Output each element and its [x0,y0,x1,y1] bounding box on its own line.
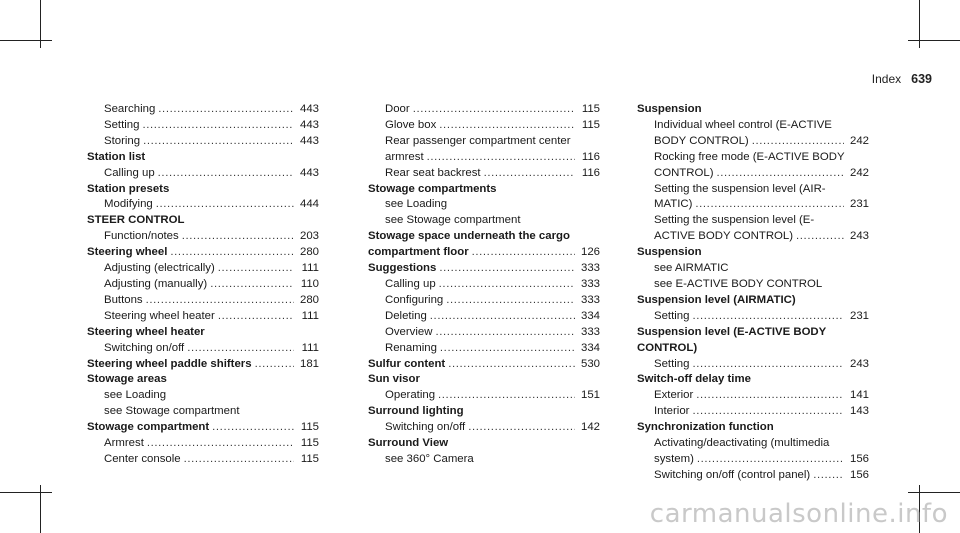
index-subentry [87,293,319,309]
index-heading [368,404,600,420]
entry-text: Synchronization function [637,421,774,434]
index-subentry [368,197,600,213]
index-column-1 [87,102,319,468]
index-heading [368,436,600,452]
page-reference[interactable]: 231 [849,198,869,211]
index-heading [637,420,869,436]
page-reference[interactable]: 115 [581,103,600,115]
page-reference[interactable]: 111 [301,341,319,354]
index-subentry [368,325,600,341]
index-heading [87,245,319,261]
entry-text: Setting [654,357,690,370]
page-reference[interactable]: 111 [301,262,319,275]
entry-text: Adjusting (manually) [104,277,208,290]
dot-leader [439,118,575,134]
index-subentry [368,341,600,357]
dot-leader [697,452,844,468]
index-heading [637,245,869,261]
dot-leader [210,277,294,293]
index-subentry [87,436,319,452]
index-column-2 [368,102,600,468]
entry-text: Activating/deactivating (multimedia [654,437,830,450]
entry-text: Stowage areas [87,373,167,386]
index-subentry [637,357,869,373]
index-subentry [368,452,600,468]
page-reference[interactable]: 443 [299,103,319,115]
page-reference[interactable]: 443 [299,118,319,131]
entry-text: see AIRMATIC [654,262,729,275]
entry-text: Steering wheel heater [104,309,215,322]
index-subentry [87,102,319,118]
entry-text: see Loading [104,389,167,402]
index-heading [637,102,869,118]
entry-text: see Stowage compartment [104,405,240,418]
dot-leader [692,309,844,325]
dot-leader [187,341,294,357]
page-reference[interactable]: 151 [580,389,600,402]
dot-leader [255,357,294,373]
entry-text: STEER CONTROL [87,214,185,227]
entry-text: Rear passenger compartment center [385,134,571,147]
entry-text: see E-ACTIVE BODY CONTROL [654,277,823,290]
entry-text: Switching on/off (control panel) [654,468,811,481]
entry-text: Suspension level (AIRMATIC) [637,293,796,306]
page-reference[interactable]: 203 [299,230,319,243]
index-subentry [368,102,600,118]
entry-text: Setting the suspension level (AIR- [654,182,826,195]
index-subentry [87,134,319,150]
index-subentry [637,309,869,325]
index-subentry [637,388,869,404]
index-heading [368,261,600,277]
entry-text: armrest [385,150,424,163]
crop-mark [0,492,52,493]
index-subentry [637,213,869,229]
index-heading [637,293,869,309]
entry-text: CONTROL) [654,166,714,179]
page-reference[interactable]: 333 [580,277,600,290]
dot-leader [146,293,294,309]
index-subentry [637,452,869,468]
dot-leader [439,277,575,293]
entry-text: Exterior [654,389,694,402]
entry-text: Switching on/off [104,341,185,354]
page-reference[interactable]: 115 [581,118,600,131]
page-reference[interactable]: 143 [849,405,869,418]
index-subentry [87,166,319,182]
entry-text: Configuring [385,293,444,306]
page-reference[interactable]: 156 [849,468,869,481]
index-subentry [637,436,869,452]
index-heading [368,357,600,373]
page-reference[interactable]: 242 [849,166,869,179]
index-heading [87,150,319,166]
entry-text: Calling up [104,166,155,179]
dot-leader [692,404,844,420]
index-subentry [637,277,869,293]
page-reference[interactable]: 243 [849,230,869,243]
index-subentry [87,309,319,325]
entry-text: Station list [87,150,146,163]
page-reference[interactable]: 115 [300,452,319,465]
index-heading [637,325,869,341]
index-subentry [87,277,319,293]
dot-leader [472,245,575,261]
entry-text: see Loading [385,198,448,211]
dot-leader [413,102,575,118]
index-subentry [368,166,600,182]
index-subentry [368,213,600,229]
index-heading [637,372,869,388]
page-reference[interactable]: 333 [580,293,600,306]
page-reference[interactable]: 333 [580,325,600,338]
entry-text: Setting [104,118,140,131]
entry-text: Glove box [385,118,437,131]
entry-text: Rear seat backrest [385,166,481,179]
index-subentry [87,229,319,245]
entry-text: system) [654,452,694,465]
page-reference[interactable]: 333 [580,262,600,275]
entry-text: Armrest [104,437,144,450]
page-reference[interactable]: 116 [581,166,600,179]
entry-text: Stowage compartment [87,421,210,434]
watermark: carmanualsonline.info [649,499,948,529]
page-header [872,72,932,86]
index-subentry [637,134,869,150]
entry-text: Searching [104,103,156,115]
page-reference[interactable]: 115 [300,421,319,434]
entry-text: BODY CONTROL) [654,134,749,147]
entry-text: compartment floor [368,246,469,259]
index-column-3 [637,102,869,484]
dot-leader [435,325,575,341]
dot-leader [158,102,294,118]
entry-text: Individual wheel control (E-ACTIVE [654,118,832,131]
index-subentry [637,182,869,198]
index-subentry [368,293,600,309]
dot-leader [468,420,575,436]
page-reference[interactable]: 181 [299,357,319,370]
index-subentry [637,197,869,213]
dot-leader [440,341,575,357]
index-heading [368,229,600,245]
entry-text: Interior [654,405,690,418]
entry-text: Deleting [385,309,427,322]
dot-leader [446,293,575,309]
page-reference[interactable]: 443 [299,166,319,179]
entry-text: Storing [104,134,141,147]
dot-leader [448,357,575,373]
page-reference[interactable]: 111 [301,309,319,322]
entry-text: MATIC) [654,198,693,211]
crop-mark [908,492,960,493]
entry-text: Function/notes [104,230,179,243]
entry-text: Suspension [637,246,702,259]
index-subentry [87,404,319,420]
index-subentry [368,150,600,166]
page-reference[interactable]: 334 [580,341,600,354]
index-subentry [368,118,600,134]
index-subentry [368,277,600,293]
index-subentry [637,150,869,166]
index-heading [87,357,319,373]
entry-text: CONTROL) [637,341,698,354]
entry-text: Stowage compartments [368,182,497,195]
dot-leader [796,229,844,245]
dot-leader [158,166,294,182]
entry-text: Switch-off delay time [637,373,751,386]
index-heading [368,182,600,198]
entry-text: Door [385,103,410,115]
entry-text: Suggestions [368,262,437,275]
dot-leader [184,452,294,468]
page-reference[interactable]: 280 [299,293,319,306]
index-subentry [637,468,869,484]
index-subentry [637,261,869,277]
dot-leader [147,436,294,452]
entry-text: Steering wheel heater [87,325,205,338]
entry-text: Stowage space underneath the cargo [368,230,570,243]
index-subentry [87,118,319,134]
dot-leader [696,388,844,404]
index-heading [87,182,319,198]
entry-text: Buttons [104,293,143,306]
dot-leader [427,150,575,166]
entry-text: Adjusting (electrically) [104,262,215,275]
index-subentry [368,309,600,325]
entry-text: Setting the suspension level (E- [654,214,815,227]
entry-text: Station presets [87,182,170,195]
page-reference[interactable]: 115 [300,437,319,450]
page-reference[interactable]: 443 [299,134,319,147]
entry-text: Center console [104,452,181,465]
entry-text: see 360° Camera [385,452,474,465]
index-subentry [637,229,869,245]
index-subentry [637,166,869,182]
dot-leader [692,357,844,373]
page-reference[interactable]: 110 [300,277,319,290]
index-heading [87,420,319,436]
page-reference[interactable]: 444 [299,198,319,211]
page-reference[interactable]: 141 [849,389,869,402]
entry-text: see Stowage compartment [385,214,521,227]
index-subentry [87,261,319,277]
index-subentry [368,420,600,436]
entry-text: Surround View [368,437,449,450]
dot-leader [143,134,294,150]
index-heading [368,372,600,388]
page-reference[interactable]: 231 [849,309,869,322]
dot-leader [430,309,575,325]
header-label: Index [871,72,902,86]
entry-text: Steering wheel [87,246,168,259]
entry-text: Operating [385,389,436,402]
index-heading [87,372,319,388]
entry-text: Rocking free mode (E-ACTIVE BODY [654,150,845,163]
index-subentry [87,341,319,357]
index-subentry [368,388,600,404]
dot-leader [156,197,294,213]
crop-mark [908,40,960,41]
entry-text: Suspension [637,103,702,115]
index-subentry [87,197,319,213]
dot-leader [182,229,294,245]
entry-text: Modifying [104,198,153,211]
index-heading [368,245,600,261]
entry-text: Sun visor [368,373,420,386]
index-subentry [87,388,319,404]
page-reference[interactable]: 280 [299,246,319,259]
index-heading [87,213,319,229]
page-reference[interactable]: 126 [580,246,600,259]
index-subentry [637,404,869,420]
index-heading [637,341,869,357]
index-subentry [87,452,319,468]
dot-leader [695,197,844,213]
page-number: 639 [911,72,932,86]
dot-leader [484,166,575,182]
entry-text: Surround lighting [368,405,464,418]
dot-leader [439,261,575,277]
page-reference[interactable]: 156 [849,452,869,465]
index-heading [87,325,319,341]
entry-text: Switching on/off [385,421,466,434]
entry-text: Overview [385,325,433,338]
page-reference[interactable]: 116 [581,150,600,163]
page-reference[interactable]: 142 [580,421,600,434]
crop-mark [0,40,52,41]
entry-text: Suspension level (E-ACTIVE BODY [637,325,827,338]
dot-leader [438,388,575,404]
index-subentry [637,118,869,134]
dot-leader [212,420,294,436]
dot-leader [218,261,294,277]
entry-text: Setting [654,309,690,322]
entry-text: Renaming [385,341,437,354]
page-reference[interactable]: 242 [849,134,869,147]
entry-text: ACTIVE BODY CONTROL) [654,230,794,243]
dot-leader [218,309,294,325]
page-reference[interactable]: 243 [849,357,869,370]
entry-text: Steering wheel paddle shifters [87,357,252,370]
dot-leader [813,468,844,484]
dot-leader [716,166,844,182]
page-reference[interactable]: 334 [580,309,600,322]
entry-text: Calling up [385,277,436,290]
dot-leader [142,118,294,134]
entry-text: Sulfur content [368,357,446,370]
index-subentry [368,134,600,150]
page-reference[interactable]: 530 [580,357,600,370]
dot-leader [170,245,294,261]
dot-leader [752,134,844,150]
